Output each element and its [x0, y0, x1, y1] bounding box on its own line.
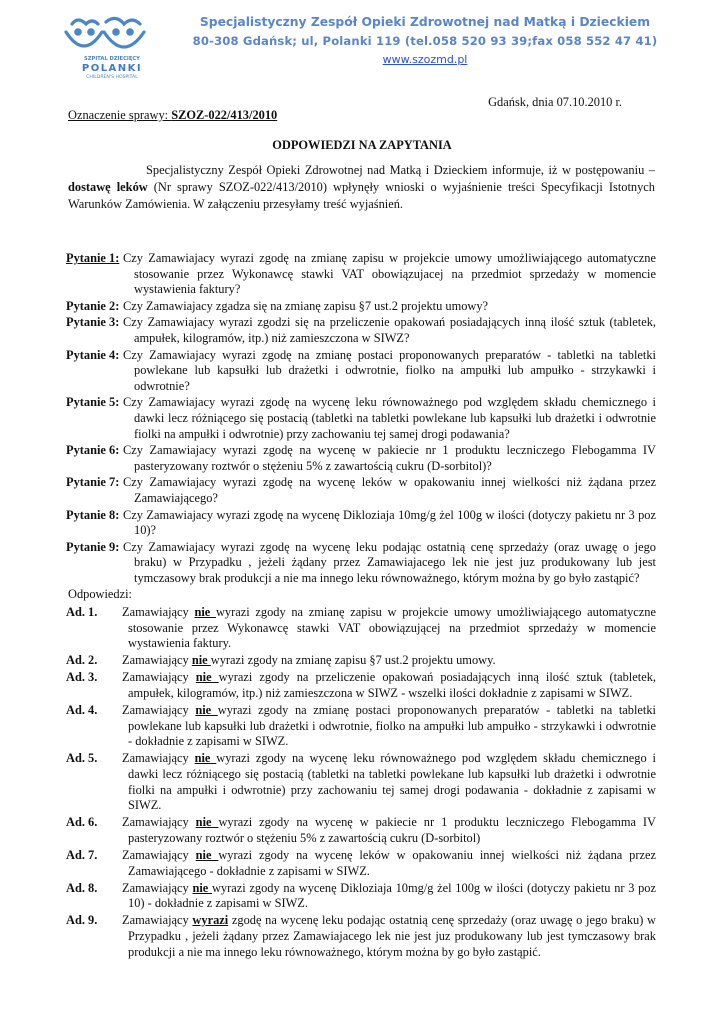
- answer-text: Zamawiający nie wyrazi zgody na wycenę leku równoważnego pod względem składu chemicznego i dawki lecz różniącego się postacią (tabletki na tabletki powlekane lub kapsułki lub drażetki i odwrotnie fiolki na ampułki i odwrotnie) przy zachowaniu tej samej drogi podawania - dokładnie z zapisami w SIWZ.: [122, 751, 656, 813]
- answer-label: Ad. 1.: [66, 605, 98, 620]
- question-item: [66, 508, 656, 539]
- question-item: [66, 315, 656, 346]
- answer-item: [66, 703, 656, 750]
- question-text: Czy Zamawiajacy zgadza się na zmianę zapisu §7 ust.2 projektu umowy?: [123, 298, 489, 313]
- answer-keyword: nie: [191, 653, 211, 668]
- answer-text: Zamawiający nie wyrazi zgody na zmianę zapisu w projekcie umowy umożliwiającego automatyczne stosowanie przez Wykonawcę stawki VAT obowiązującej na przedmiot sprzedaży w momencie wystawienia faktury.: [122, 605, 656, 651]
- intro-bold: dostawę leków: [68, 180, 148, 194]
- answer-keyword: nie: [192, 880, 212, 895]
- answer-item: [66, 848, 656, 879]
- answer-label: Ad. 8.: [66, 880, 98, 895]
- answer-keyword: nie: [195, 703, 218, 718]
- answer-keyword: wyrazi: [192, 913, 229, 928]
- answer-label: Ad. 4.: [66, 703, 98, 718]
- answer-label: Ad. 6.: [66, 815, 98, 830]
- website-link[interactable]: www.szozmd.pl: [382, 53, 468, 66]
- polanki-logo-icon: [58, 12, 170, 82]
- answer-item: [66, 913, 656, 960]
- document-title: ODPOWIEDZI NA ZAPYTANIA: [272, 138, 452, 152]
- answer-item: [66, 881, 656, 912]
- case-ref-number: SZOZ-022/413/2010: [171, 108, 278, 122]
- answer-keyword: nie: [195, 815, 219, 830]
- question-label: Pytanie 4:: [66, 347, 120, 362]
- answer-label: Ad. 9.: [66, 913, 98, 928]
- question-label: Pytanie 5:: [66, 395, 120, 410]
- svg-text:POLANKI: POLANKI: [81, 63, 143, 74]
- answer-item: [66, 751, 656, 813]
- letterhead: [190, 13, 660, 68]
- question-text: Czy Zamawiajacy wyrazi zgodzi się na przeliczenie opakowań posiadających inną ilość sztuk (tabletek, ampułek, kilogramów, itp.) niż zamieszczona w SIWZ?: [123, 315, 656, 345]
- answer-text: Zamawiający nie wyrazi zgody na wycenę w pakiecie nr 1 produktu leczniczego Flebogamma IV pasteryzowany roztwór o stężeniu 5% z zawartością cukru (D-sorbitol): [122, 815, 656, 845]
- intro-part1: Specjalistyczny Zespół Opieki Zdrowotnej nad Matką i Dzieckiem informuje, iż w postępowaniu –: [146, 163, 655, 177]
- question-item: [66, 475, 656, 506]
- answer-keyword: nie: [194, 605, 216, 620]
- answer-item: [66, 605, 656, 652]
- answer-text: Zamawiający nie wyrazi zgody na zmianę zapisu §7 ust.2 projektu umowy.: [122, 653, 496, 668]
- answer-text: Zamawiający nie wyrazi zgody na przeliczenie opakowań posiadających inną ilość sztuk (tabletek, ampułek, kilogramów, itp.) niż zamieszczona w SIWZ - wszelki ilości dokładnie z zapisami w SIWZ.: [122, 670, 656, 701]
- questions-answers: [66, 251, 656, 962]
- hospital-logo: [58, 12, 170, 82]
- question-label: Pytanie 3:: [66, 315, 120, 330]
- svg-text:CHILDREN'S HOSPITAL: CHILDREN'S HOSPITAL: [86, 75, 138, 80]
- question-text: Czy Zamawiajacy wyrazi zgodę na wycenę leków w opakowaniu innej wielkości niż żądana przez Zamawiającego?: [123, 475, 656, 505]
- svg-text:SZPITAL DZIECIĘCY: SZPITAL DZIECIĘCY: [84, 56, 140, 62]
- question-label: Pytanie 8:: [66, 507, 120, 522]
- answer-keyword: nie: [195, 670, 219, 685]
- org-address: 80-308 Gdańsk; ul, Polanki 119 (tel.058 520 93 39;fax 058 552 47 41): [192, 34, 658, 48]
- intro-paragraph: [68, 162, 655, 213]
- question-item: [66, 395, 656, 442]
- question-text: Czy Zamawiajacy wyrazi zgodę na wycenę leku równoważnego pod względem składu chemicznego i dawki lecz różniącego się postacią (tabletki na tabletki powlekane lub kapsułki lub drażetki i odwrotnie fiolki na ampułki i odwrotnie) przy zachowaniu tej samej drogi podawania?: [123, 395, 656, 441]
- answer-text: Zamawiający nie wyrazi zgody na wycenę leków w opakowaniu innej wielkości niż żądana przez Zamawiającego - dokładnie z zapisami w SIWZ.: [122, 847, 656, 878]
- case-ref-label: Oznaczenie sprawy:: [68, 108, 172, 122]
- answer-label: Ad. 5.: [66, 751, 98, 766]
- question-text: Czy Zamawiajacy wyrazi zgodę na wycenę Dikloziaja 10mg/g żel 100g w ilości (dotyczy pakietu nr 3 poz 10)?: [123, 507, 656, 538]
- answer-text: Zamawiający nie wyrazi zgody na wycenę Dikloziaja 10mg/g żel 100g w ilości (dotyczy pakietu nr 3 poz 10) - dokładnie z zapisami w SIWZ.: [122, 880, 656, 911]
- question-text: Czy Zamawiajacy wyrazi zgodę na zmianę zapisu w projekcie umowy umożliwiającego automatyczne stosowanie przez Wykonawcę stawki VAT obowiązujacej na przedmiot sprzedaży w momencie wystawienia faktury?: [123, 251, 656, 297]
- answer-keyword: nie: [195, 847, 219, 862]
- answer-label: Ad. 7.: [66, 847, 98, 862]
- question-text: Czy Zamawiajacy wyrazi zgodę na wycenę w pakiecie nr 1 produktu leczniczego Flebogamma IV pasteryzowany roztwór o stężeniu 5% z zawartością cukru (D-sorbitol)?: [123, 443, 656, 473]
- question-label: Pytanie 2:: [66, 298, 120, 313]
- question-label: Pytanie 7:: [66, 475, 120, 490]
- question-item: [66, 299, 656, 315]
- answer-label: Ad. 2.: [66, 653, 98, 668]
- answer-keyword: nie: [194, 751, 217, 766]
- question-label: Pytanie 9:: [66, 539, 120, 554]
- answer-item: [66, 653, 656, 669]
- intro-part2: (Nr sprawy SZOZ-022/413/2010) wpłynęły wnioski o wyjaśnienie treści Specyfikacji Istotnych Warunków Zamówienia. W załączeniu przesyłamy treść wyjaśnień.: [68, 180, 655, 211]
- question-label: Pytanie 6:: [66, 443, 120, 458]
- question-item: [66, 251, 656, 298]
- answer-item: [66, 670, 656, 701]
- answer-label: Ad. 3.: [66, 670, 98, 685]
- org-name: Specjalistyczny Zespół Opieki Zdrowotnej nad Matką i Dzieckiem: [199, 15, 651, 29]
- answer-item: [66, 815, 656, 846]
- question-item: [66, 540, 656, 587]
- question-label: Pytanie 1:: [66, 251, 120, 265]
- answer-text: Zamawiający wyrazi zgodę na wycenę leku podając ostatnią cenę sprzedaży (oraz uwagę o jego braku) w Przypadku , jeżeli żądany przez Zamawiajacego lek nie jest juz produkowany lub jest tymczasowy brak produkcji a nie ma innego leku równoważnego, którym można by go było zastąpić.: [122, 913, 656, 959]
- question-text: Czy Zamawiajacy wyrazi zgodę na wycenę leku podając ostatnią cenę sprzedaży (oraz uwagę o jego braku) w Przypadku , jeżeli żądany przez Zamawiajacego lek nie jest juz produkowany lub jest tymczasowy brak produkcji a nie ma innego leku równoważnego, którym można by go było zastąpić?: [123, 539, 656, 585]
- question-text: Czy Zamawiajacy wyrazi zgodę na zmianę postaci proponowanych preparatów - tabletki na tabletki powlekane lub kapsułki lub drażetki i odwrotnie, fiolko na ampułki lub ampułko - strzykawki i odwrotnie?: [123, 347, 656, 393]
- question-item: [66, 348, 656, 395]
- place-date: Gdańsk, dnia 07.10.2010 r.: [488, 95, 622, 109]
- question-item: [66, 443, 656, 474]
- intro-text: [68, 162, 655, 213]
- answers-heading: Odpowiedzi:: [68, 587, 133, 602]
- case-reference: [68, 108, 277, 123]
- answer-text: Zamawiający nie wyrazi zgody na zmianę postaci proponowanych preparatów - tabletki na tabletki powlekane lub kapsułki lub drażetki i odwrotnie, fiolko na ampułki lub ampułko - strzykawki i odwrotnie - dokładnie z zapisami w SIWZ.: [122, 703, 657, 749]
